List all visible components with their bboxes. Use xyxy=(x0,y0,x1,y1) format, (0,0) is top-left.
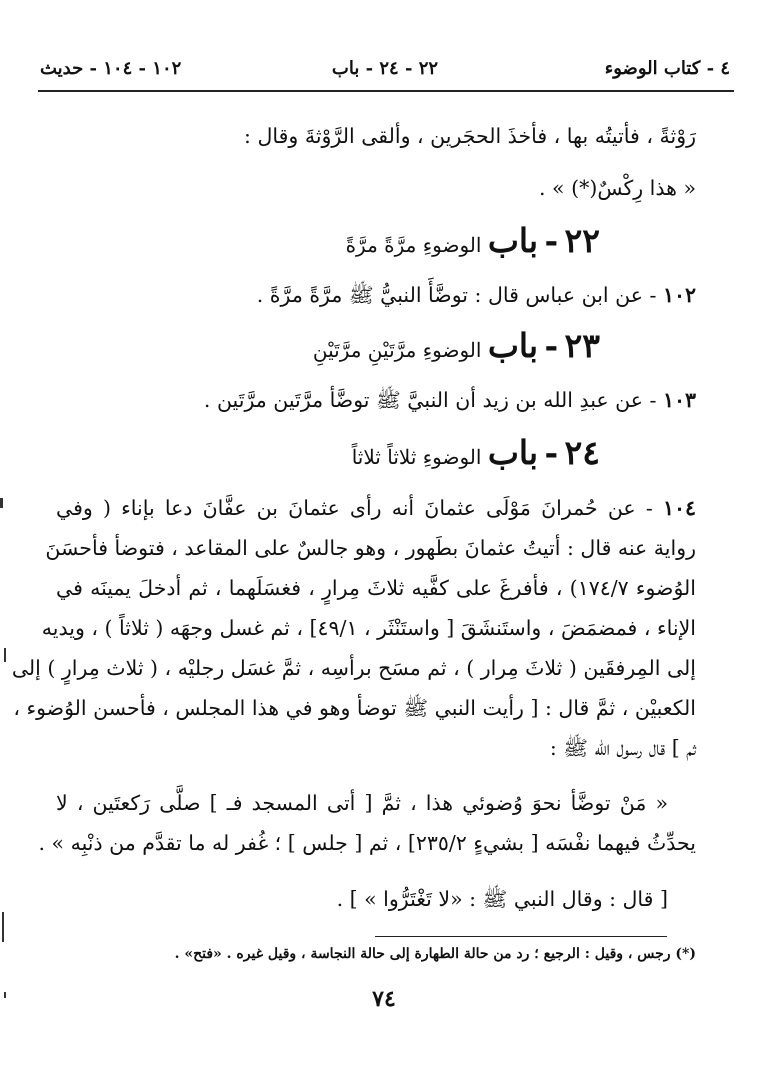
chapter-dash: - xyxy=(544,326,559,365)
margin-mark xyxy=(4,992,6,998)
hadith-104-line-6: الكعبيْن ، ثمَّ قال : [ رأيت النبي ﷺ توضأ وهو في هذا المجلس ، فأحسن الوُضوء ، xyxy=(13,696,696,720)
hadith-103 xyxy=(56,385,696,415)
hadith-text: - عن ابن عباس قال : توضَّأَ النبيُّ ﷺ مرَّةً مرَّةً . xyxy=(256,283,657,307)
hadith-text: - عن حُمرانَ مَوْلَى عثمانَ أنه رأى عثمانَ بن عفَّانَ دعا بإناء ( وفي xyxy=(56,496,653,520)
hadith-104-line-5: إلى المِرفقَين ( ثلاثَ مِرار ) ، ثم مسَح برأسِه ، ثمَّ غسَل رجليْه ، ( ثلاث مِرارٍ ) إلى xyxy=(11,656,696,680)
chapter-heading-24 xyxy=(352,432,600,478)
margin-mark xyxy=(0,498,3,508)
header-chapters-range: ٢٢ - ٢٤ - باب xyxy=(331,58,439,79)
chapter-label: باب xyxy=(487,221,539,260)
hadith-number: ١٠٢ xyxy=(662,283,696,307)
hadith-text: - عن عبدِ الله بن زيد أن النبيَّ ﷺ توضَّأ مرَّتَين مرَّتَين . xyxy=(203,388,657,412)
hadith-104-line-2: رواية عنه قال : أتيتُ عثمانَ بطَهور ، وهو جالسٌ على المقاعد ، فتوضأ فأحسَنَ xyxy=(45,536,696,560)
running-header xyxy=(40,58,730,88)
chapter-title: الوضوءِ ثلاثاً ثلاثاً xyxy=(351,445,482,469)
hadith-104-line-4: الإناء ، فمضمَضَ ، واستَنشَقَ [ واستَنْثَر ، ٤٩/١] ، ثم غسل وجهَه ( ثلاثاً ) ، ويديه xyxy=(41,616,696,640)
chapter-heading-23 xyxy=(313,325,600,371)
text-line: رَوْثةً ، فأتيتُه بها ، فأخذَ الحجَرين ، وألقى الرَّوْثةَ وقال : xyxy=(244,124,696,148)
footnote-divider xyxy=(375,936,667,937)
hadith-102 xyxy=(56,280,696,310)
hadith-104-line-8: « مَنْ توضَّأ نحوَ وُضوئي هذا ، ثمَّ [ أتى المسجد فـ ] صلَّى رَكعتَين ، لا xyxy=(56,791,668,815)
chapter-number: ٢٢ xyxy=(564,221,600,260)
header-hadith-range: ١٠٢ - ١٠٤ - حديث xyxy=(40,58,182,79)
chapter-number: ٢٤ xyxy=(564,433,600,472)
margin-mark xyxy=(4,648,6,662)
hadith-104-line-7: ثم ] قال رسول الله ﷺ : xyxy=(549,736,696,760)
hadith-104-line-3: الوُضوء ١٧٤/٧) ، فأفرغَ على كفَّيه ثلاثَ مِرارٍ ، فغسَلَهما ، ثم أدخلَ يمينَه في xyxy=(56,576,696,600)
hadith-104-line-1 xyxy=(56,493,696,523)
hadith-104-line-9: يحدِّثُ فيهما نفْسَه [ بشيءٍ ٢٣٥/٢] ، ثم [ جلس ] ؛ غُفر له ما تقدَّم من ذنْبِه » . xyxy=(38,831,696,855)
hadith-number: ١٠٤ xyxy=(662,496,696,520)
hadith-104-line-10: [ قال : وقال النبي ﷺ : «لا تَغْتَرُّوا » ] . xyxy=(336,887,668,911)
chapter-dash: - xyxy=(544,221,559,260)
margin-mark xyxy=(2,912,4,942)
chapter-dash: - xyxy=(544,433,559,472)
footnote: (*) رجس ، وقيل : الرجيع ؛ رد من حالة الطهارة إلى حالة النجاسة ، وقيل غيره . «فتح» . xyxy=(174,946,696,962)
page-number: ٧٤ xyxy=(372,986,396,1012)
quote-line: « هذا رِكْسٌ(*) » . xyxy=(539,176,696,200)
chapter-heading-22 xyxy=(346,220,600,266)
chapter-title: الوضوءِ مرَّتَيْنِ مرَّتَيْنِ xyxy=(312,338,482,362)
header-divider xyxy=(38,90,734,92)
chapter-label: باب xyxy=(487,326,539,365)
chapter-label: باب xyxy=(487,433,539,472)
hadith-number: ١٠٣ xyxy=(662,388,696,412)
chapter-number: ٢٣ xyxy=(564,326,600,365)
chapter-title: الوضوءِ مرَّةً مرَّةً xyxy=(345,233,482,257)
header-chapter: ٤ - كتاب الوضوء xyxy=(604,58,730,79)
